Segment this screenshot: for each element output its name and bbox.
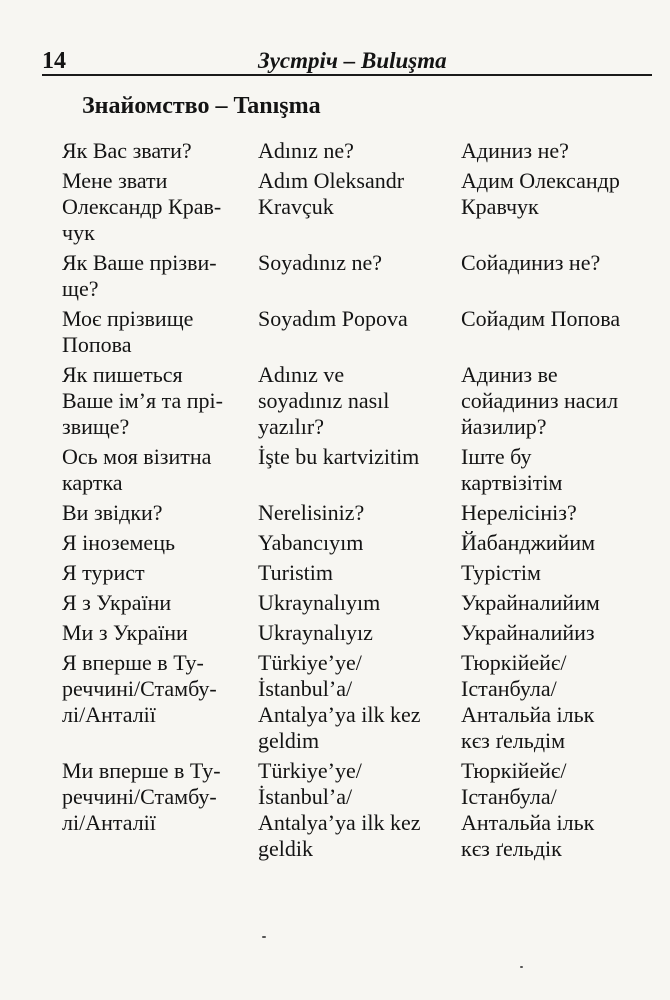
phrase-row (62, 500, 652, 526)
turkish-phrase (258, 444, 461, 496)
turkish-phrase (258, 168, 461, 246)
ukrainian-phrase (62, 530, 258, 556)
turkish-phrase-line: Yabancıyım (258, 530, 364, 555)
transliteration (461, 650, 652, 754)
ukrainian-phrase-line: звище? (62, 414, 130, 439)
transliteration-line: Істанбула/ (461, 784, 557, 809)
turkish-phrase-line: Adım Oleksandr (258, 168, 405, 193)
transliteration (461, 306, 652, 358)
turkish-phrase (258, 306, 461, 358)
transliteration-line: кєз ґельдім (461, 728, 566, 753)
running-title: Зустріч – Buluşma (258, 48, 447, 73)
phrase-row (62, 758, 652, 862)
transliteration-line: Нерелісініз? (461, 500, 577, 525)
ukrainian-phrase (62, 620, 258, 646)
turkish-phrase-line: Turistim (258, 560, 334, 585)
turkish-phrase-line: geldik (258, 836, 313, 861)
transliteration-line: Іште бу (461, 444, 532, 469)
turkish-phrase (258, 250, 461, 302)
transliteration (461, 250, 652, 302)
transliteration-line: кєз ґельдік (461, 836, 562, 861)
transliteration (461, 168, 652, 246)
transliteration (461, 444, 652, 496)
turkish-phrase (258, 362, 461, 440)
ukrainian-phrase (62, 758, 258, 862)
phrase-row (62, 444, 652, 496)
turkish-phrase-line: Soyadınız ne? (258, 250, 383, 275)
ukrainian-phrase (62, 138, 258, 164)
ukrainian-phrase (62, 590, 258, 616)
transliteration (461, 138, 652, 164)
transliteration-line: Сойадим Попова (461, 306, 621, 331)
ukrainian-phrase (62, 306, 258, 358)
ukrainian-phrase (62, 500, 258, 526)
print-speck (262, 936, 266, 938)
turkish-phrase-line: Antalya’ya ilk kez (258, 810, 421, 835)
ukrainian-phrase-line: реччині/Стамбу- (62, 676, 217, 701)
turkish-phrase (258, 620, 461, 646)
ukrainian-phrase (62, 362, 258, 440)
ukrainian-phrase-line: Ми з України (62, 620, 188, 645)
turkish-phrase-line: Adınız ne? (258, 138, 354, 163)
ukrainian-phrase (62, 444, 258, 496)
transliteration-line: Тюркійейє/ (461, 650, 567, 675)
ukrainian-phrase-line: чук (62, 220, 95, 245)
turkish-phrase (258, 590, 461, 616)
ukrainian-phrase-line: Мене звати (62, 168, 168, 193)
phrase-row (62, 362, 652, 440)
turkish-phrase-line: soyadınız nasıl (258, 388, 390, 413)
transliteration (461, 620, 652, 646)
ukrainian-phrase-line: Я іноземець (62, 530, 176, 555)
phrase-row (62, 306, 652, 358)
transliteration-line: Кравчук (461, 194, 539, 219)
turkish-phrase-line: Türkiye’ye/ (258, 650, 362, 675)
phrase-row (62, 560, 652, 586)
ukrainian-phrase-line: Як Ваше прізви- (62, 250, 217, 275)
ukrainian-phrase (62, 168, 258, 246)
turkish-phrase-line: İşte bu kartvizitim (258, 444, 420, 469)
header-rule (42, 74, 652, 76)
phrase-row (62, 650, 652, 754)
phrase-row (62, 530, 652, 556)
transliteration (461, 530, 652, 556)
phrase-row (62, 250, 652, 302)
turkish-phrase-line: Soyadım Popova (258, 306, 408, 331)
transliteration-line: Йабанджийим (461, 530, 596, 555)
turkish-phrase (258, 530, 461, 556)
ukrainian-phrase-line: Я з України (62, 590, 172, 615)
turkish-phrase-line: Ukraynalıyım (258, 590, 381, 615)
ukrainian-phrase-line: Олександр Крав- (62, 194, 222, 219)
ukrainian-phrase-line: Ось моя візитна (62, 444, 212, 469)
ukrainian-phrase-line: лі/Анталії (62, 702, 156, 727)
turkish-phrase (258, 650, 461, 754)
ukrainian-phrase-line: Ви звідки? (62, 500, 163, 525)
turkish-phrase-line: geldim (258, 728, 320, 753)
transliteration-line: Адим Олександр (461, 168, 620, 193)
transliteration-line: йазилир? (461, 414, 547, 439)
turkish-phrase-line: Nerelisiniz? (258, 500, 365, 525)
transliteration-line: Антальйа ільк (461, 810, 595, 835)
ukrainian-phrase-line: картка (62, 470, 123, 495)
transliteration-line: Турістім (461, 560, 541, 585)
phrase-row (62, 168, 652, 246)
ukrainian-phrase (62, 650, 258, 754)
turkish-phrase-line: Türkiye’ye/ (258, 758, 362, 783)
turkish-phrase-line: yazılır? (258, 414, 324, 439)
turkish-phrase (258, 500, 461, 526)
transliteration (461, 560, 652, 586)
turkish-phrase-line: İstanbul’a/ (258, 784, 353, 809)
turkish-phrase (258, 560, 461, 586)
transliteration-line: Адиниз не? (461, 138, 569, 163)
transliteration (461, 362, 652, 440)
ukrainian-phrase-line: Ваше ім’я та прі- (62, 388, 223, 413)
phrase-row (62, 138, 652, 164)
ukrainian-phrase-line: лі/Анталії (62, 810, 156, 835)
turkish-phrase (258, 138, 461, 164)
transliteration-line: Украйналийиз (461, 620, 595, 645)
transliteration (461, 590, 652, 616)
transliteration-line: сойадиниз насил (461, 388, 619, 413)
turkish-phrase-line: Ukraynalıyız (258, 620, 373, 645)
turkish-phrase (258, 758, 461, 862)
ukrainian-phrase-line: ще? (62, 276, 99, 301)
print-speck (520, 966, 523, 968)
page-number: 14 (42, 48, 66, 74)
ukrainian-phrase-line: Моє прізвище (62, 306, 194, 331)
turkish-phrase-line: Adınız ve (258, 362, 345, 387)
transliteration (461, 758, 652, 862)
ukrainian-phrase-line: Як Вас звати? (62, 138, 192, 163)
phrase-row (62, 590, 652, 616)
ukrainian-phrase-line: Я вперше в Ту- (62, 650, 204, 675)
ukrainian-phrase-line: Ми вперше в Ту- (62, 758, 221, 783)
transliteration-line: картвізітім (461, 470, 563, 495)
transliteration-line: Украйналийим (461, 590, 600, 615)
turkish-phrase-line: İstanbul’a/ (258, 676, 353, 701)
ukrainian-phrase-line: Попова (62, 332, 132, 357)
transliteration-line: Тюркійейє/ (461, 758, 567, 783)
turkish-phrase-line: Antalya’ya ilk kez (258, 702, 421, 727)
section-title: Знайомство – Tanışma (82, 93, 321, 119)
phrase-table (62, 138, 652, 866)
transliteration (461, 500, 652, 526)
transliteration-line: Антальйа ільк (461, 702, 595, 727)
transliteration-line: Сойадиниз не? (461, 250, 601, 275)
ukrainian-phrase (62, 250, 258, 302)
phrase-row (62, 620, 652, 646)
transliteration-line: Адиниз ве (461, 362, 558, 387)
ukrainian-phrase-line: Як пишеться (62, 362, 183, 387)
ukrainian-phrase (62, 560, 258, 586)
turkish-phrase-line: Kravçuk (258, 194, 334, 219)
ukrainian-phrase-line: реччині/Стамбу- (62, 784, 217, 809)
ukrainian-phrase-line: Я турист (62, 560, 145, 585)
transliteration-line: Істанбула/ (461, 676, 557, 701)
